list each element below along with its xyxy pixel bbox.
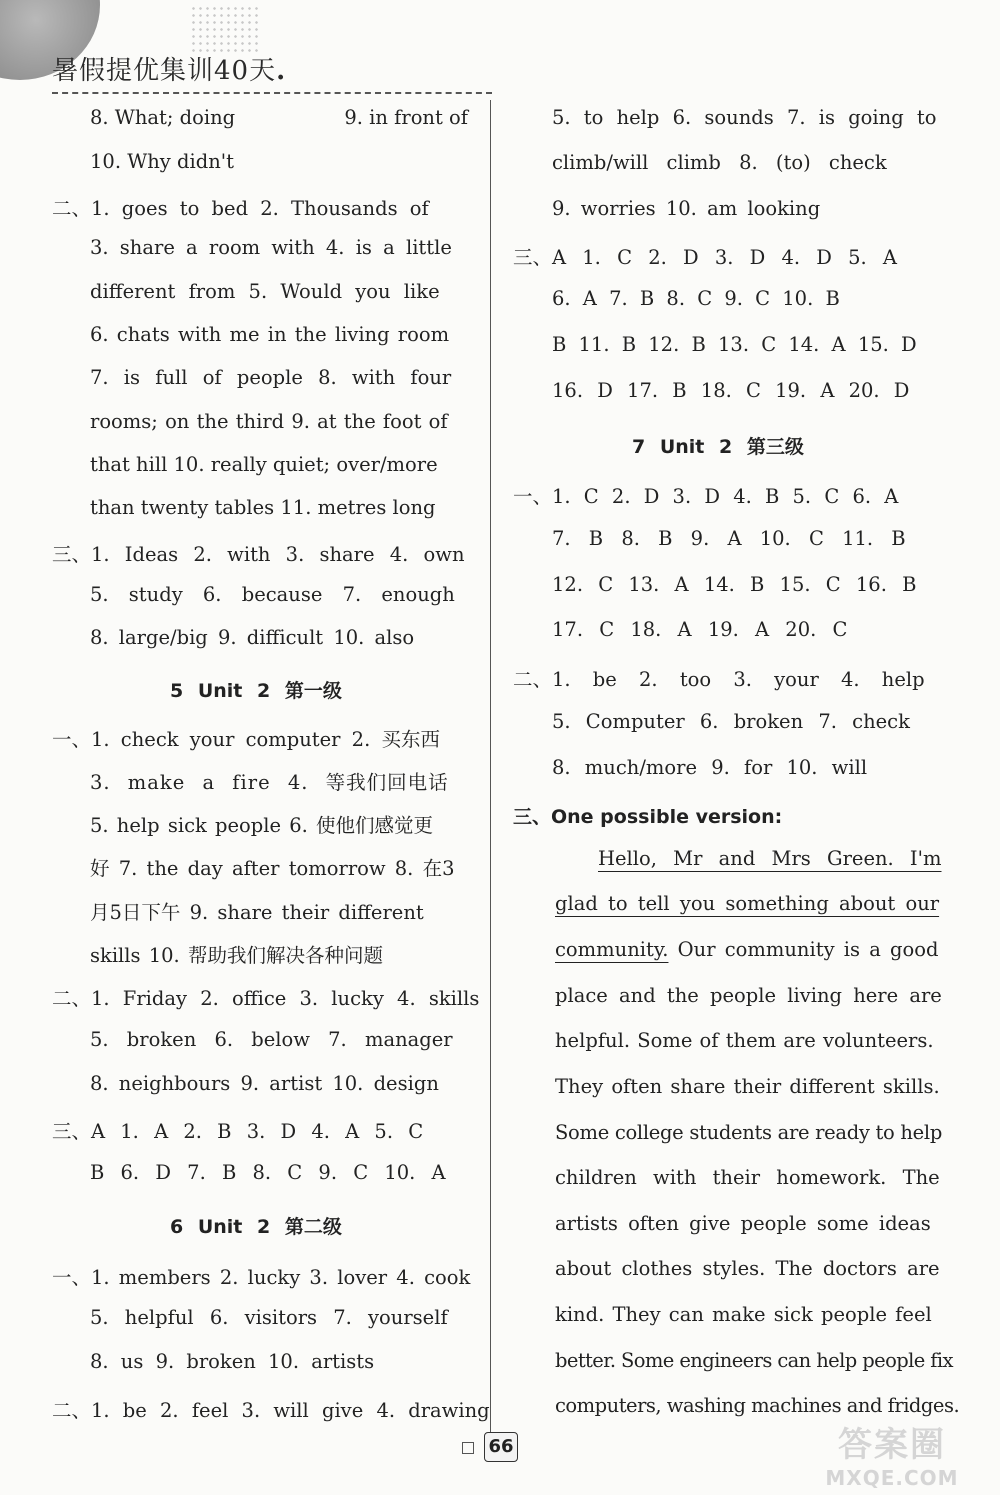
essay-line: about clothes styles. The doctors are bbox=[555, 1257, 940, 1280]
answer-line: 5. to help 6. sounds 7. is going to bbox=[552, 106, 937, 129]
dot-pattern-decoration bbox=[190, 5, 260, 55]
answer-line: 二、1. Friday 2. office 3. lucky 4. skills bbox=[52, 987, 480, 1010]
answer-line: 12. C 13. A 14. B 15. C 16. B bbox=[552, 573, 917, 596]
answer-line: B 11. B 12. B 13. C 14. A 15. D bbox=[552, 333, 917, 356]
answer-line: 3. make a fire 4. 等我们回电话 bbox=[90, 771, 449, 794]
answer-text: 9. in front of bbox=[344, 106, 468, 129]
answer-line: 5. Computer 6. broken 7. check bbox=[552, 710, 910, 733]
answer-line: 一、1. members 2. lucky 3. lover 4. cook bbox=[52, 1266, 471, 1289]
section-title: 7 Unit 2 第三级 bbox=[632, 436, 804, 458]
essay-line: kind. They can make sick people feel bbox=[555, 1303, 932, 1326]
answer-line: 二、1. be 2. too 3. your 4. help bbox=[513, 668, 925, 691]
answer-line: 5. study 6. because 7. enough bbox=[90, 583, 455, 606]
answer-line: 好 7. the day after tomorrow 8. 在3 bbox=[90, 857, 455, 880]
answer-line: 9. worries 10. am looking bbox=[552, 197, 821, 220]
answer-text: 8. What; doing bbox=[90, 106, 236, 129]
essay-line: community. Our community is a good bbox=[555, 938, 939, 961]
essay-line: Hello, Mr and Mrs Green. I'm bbox=[598, 847, 942, 870]
answer-line: rooms; on the third 9. at the foot of bbox=[90, 410, 448, 433]
answer-line: 17. C 18. A 19. A 20. C bbox=[552, 618, 848, 641]
essay-line: glad to tell you something about our bbox=[555, 892, 940, 915]
answer-line: 8. neighbours 9. artist 10. design bbox=[90, 1072, 439, 1095]
answer-line: 6. A 7. B 8. C 9. C 10. B bbox=[552, 287, 840, 310]
answer-line: 6. chats with me in the living room bbox=[90, 323, 450, 346]
answer-line: 二、1. be 2. feel 3. will give 4. drawing bbox=[52, 1399, 490, 1422]
essay-line: helpful. Some of them are volunteers. bbox=[555, 1029, 934, 1052]
answer-line: 8. us 9. broken 10. artists bbox=[90, 1350, 375, 1373]
answer-line: 5. help sick people 6. 使他们感觉更 bbox=[90, 814, 434, 837]
answer-line: 5. helpful 6. visitors 7. yourself bbox=[90, 1306, 448, 1329]
answer-line: that hill 10. really quiet; over/more bbox=[90, 453, 438, 476]
answer-line: 8. large/big 9. difficult 10. also bbox=[90, 626, 415, 649]
section-title: 5 Unit 2 第一级 bbox=[170, 680, 342, 702]
essay-line: artists often give people some ideas bbox=[555, 1212, 931, 1235]
answer-line: skills 10. 帮助我们解决各种问题 bbox=[90, 944, 383, 967]
answer-line: 3. share a room with 4. is a little bbox=[90, 236, 452, 259]
page-number-box: 66 bbox=[484, 1432, 518, 1462]
essay-line: They often share their different skills. bbox=[555, 1075, 940, 1098]
answer-line: 月5日下午 9. share their different bbox=[90, 901, 424, 924]
answer-line: B 6. D 7. B 8. C 9. C 10. A bbox=[90, 1161, 446, 1184]
answer-line: 5. broken 6. below 7. manager bbox=[90, 1028, 453, 1051]
answer-line: 三、A 1. C 2. D 3. D 4. D 5. A bbox=[513, 246, 897, 269]
book-title: 暑假提优集训40天. bbox=[52, 56, 287, 86]
answer-line: 三、1. Ideas 2. with 3. share 4. own bbox=[52, 543, 465, 566]
square-icon bbox=[462, 1442, 474, 1454]
essay-line: better. Some engineers can help people fix bbox=[555, 1349, 953, 1372]
answer-line: 7. is full of people 8. with four bbox=[90, 366, 452, 389]
answer-line: 一、1. check your computer 2. 买东西 bbox=[52, 728, 440, 751]
section-heading: 三、One possible version: bbox=[513, 806, 783, 828]
answer-line: 16. D 17. B 18. C 19. A 20. D bbox=[552, 379, 910, 402]
essay-line: children with their homework. The bbox=[555, 1166, 940, 1189]
answer-line: climb/will climb 8. (to) check bbox=[552, 151, 887, 174]
watermark-text: 答案圈 bbox=[838, 1425, 946, 1465]
answer-line: 三、A 1. A 2. B 3. D 4. A 5. C bbox=[52, 1120, 424, 1143]
watermark-domain: MXQE.COM bbox=[825, 1466, 959, 1490]
answer-line bbox=[90, 106, 468, 129]
essay-line: Some college students are ready to help bbox=[555, 1121, 943, 1144]
section-title: 6 Unit 2 第二级 bbox=[170, 1216, 342, 1238]
answer-line: than twenty tables 11. metres long bbox=[90, 496, 436, 519]
answer-line: different from 5. Would you like bbox=[90, 280, 440, 303]
answer-line: 二、1. goes to bed 2. Thousands of bbox=[52, 197, 429, 220]
essay-line: computers, washing machines and fridges. bbox=[555, 1394, 960, 1417]
answer-line: 一、1. C 2. D 3. D 4. B 5. C 6. A bbox=[513, 485, 899, 508]
watermark bbox=[792, 1417, 992, 1490]
header-divider bbox=[52, 92, 492, 94]
essay-line: place and the people living here are bbox=[555, 984, 942, 1007]
answer-line: 10. Why didn't bbox=[90, 150, 234, 173]
page-number bbox=[462, 1428, 538, 1466]
answer-line: 7. B 8. B 9. A 10. C 11. B bbox=[552, 527, 906, 550]
answer-line: 8. much/more 9. for 10. will bbox=[552, 756, 868, 779]
column-divider bbox=[490, 100, 491, 1445]
